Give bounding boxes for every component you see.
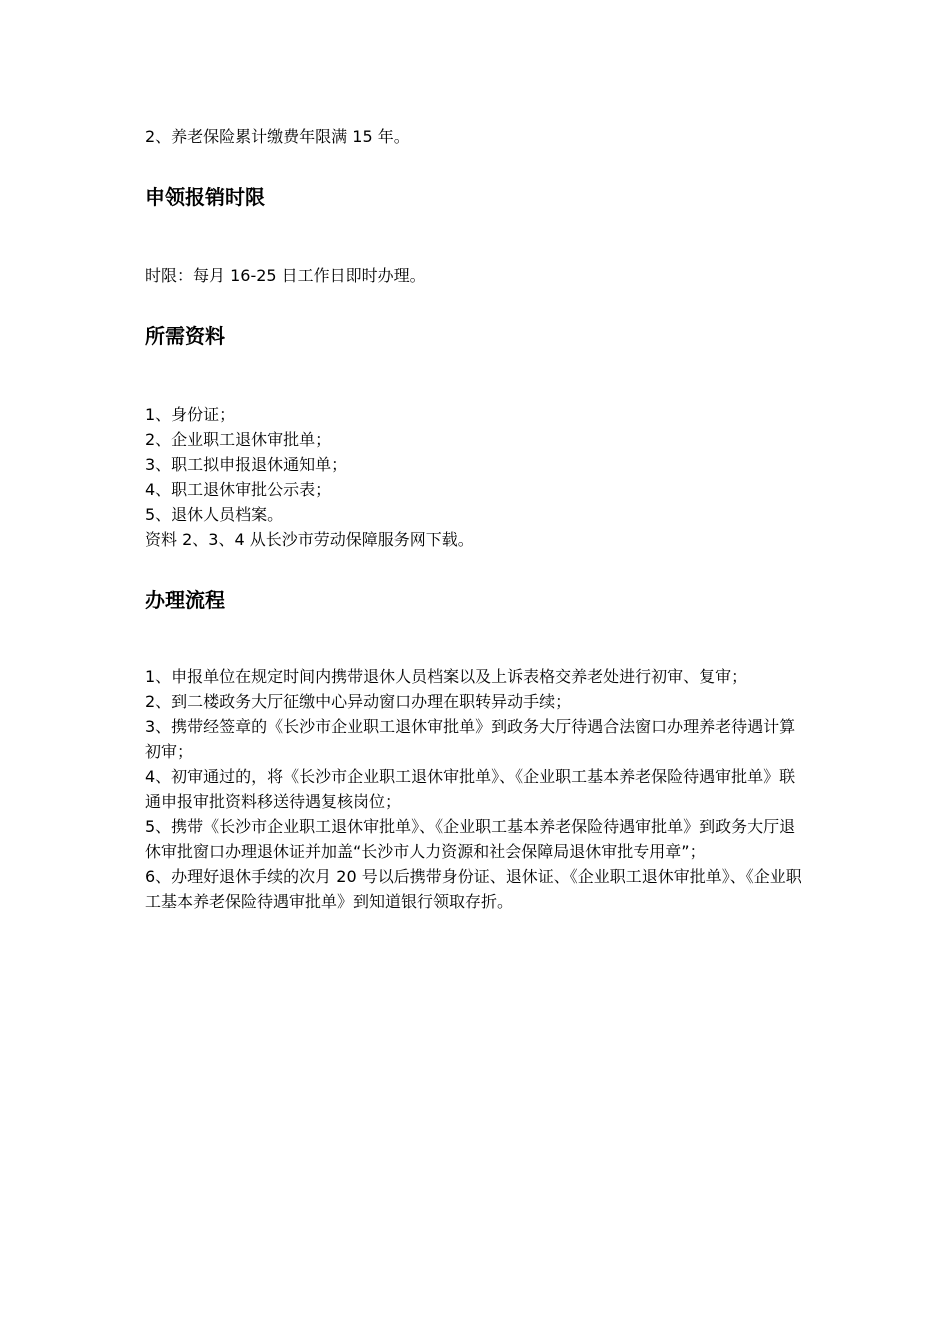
intro-line: 2、养老保险累计缴费年限满 15 年。: [145, 127, 410, 146]
process-list: [145, 664, 810, 914]
process-step: 5、携带《长沙市企业职工退休审批单》、《企业职工基本养老保险待遇审批单》到政务大厅退休审批窗口办理退休证并加盖“长沙市人力资源和社会保障局退休审批专用章”；: [145, 817, 796, 861]
heading-deadline: 申领报销时限: [145, 185, 265, 209]
heading-process: 办理流程: [145, 588, 225, 612]
materials-list: [145, 402, 810, 552]
document-page: [145, 124, 810, 914]
materials-item: 5、退休人员档案。: [145, 505, 284, 524]
heading-materials: 所需资料: [145, 324, 225, 348]
materials-item: 4、职工退休审批公示表；: [145, 480, 332, 499]
materials-item: 3、职工拟申报退休通知单；: [145, 455, 348, 474]
process-step: 4、初审通过的，将《长沙市企业职工退休审批单》、《企业职工基本养老保险待遇审批单》联通申报审批资料移送待遇复核岗位；: [145, 767, 796, 811]
materials-item: 1、身份证；: [145, 405, 236, 424]
process-step: 2、到二楼政务大厅征缴中心异动窗口办理在职转异动手续；: [145, 692, 572, 711]
process-step: 1、申报单位在规定时间内携带退休人员档案以及上诉表格交养老处进行初审、复审；: [145, 667, 748, 686]
process-step: 6、办理好退休手续的次月 20 号以后携带身份证、退休证、《企业职工退休审批单》、《企业职工基本养老保险待遇审批单》到知道银行领取存折。: [145, 867, 802, 911]
materials-note: 资料 2、3、4 从长沙市劳动保障服务网下载。: [145, 530, 474, 549]
materials-item: 2、企业职工退休审批单；: [145, 430, 332, 449]
process-step: 3、携带经签章的《长沙市企业职工退休审批单》到政务大厅待遇合法窗口办理养老待遇计算初审；: [145, 717, 796, 761]
deadline-text: 时限：每月 16-25 日工作日即时办理。: [145, 266, 426, 285]
